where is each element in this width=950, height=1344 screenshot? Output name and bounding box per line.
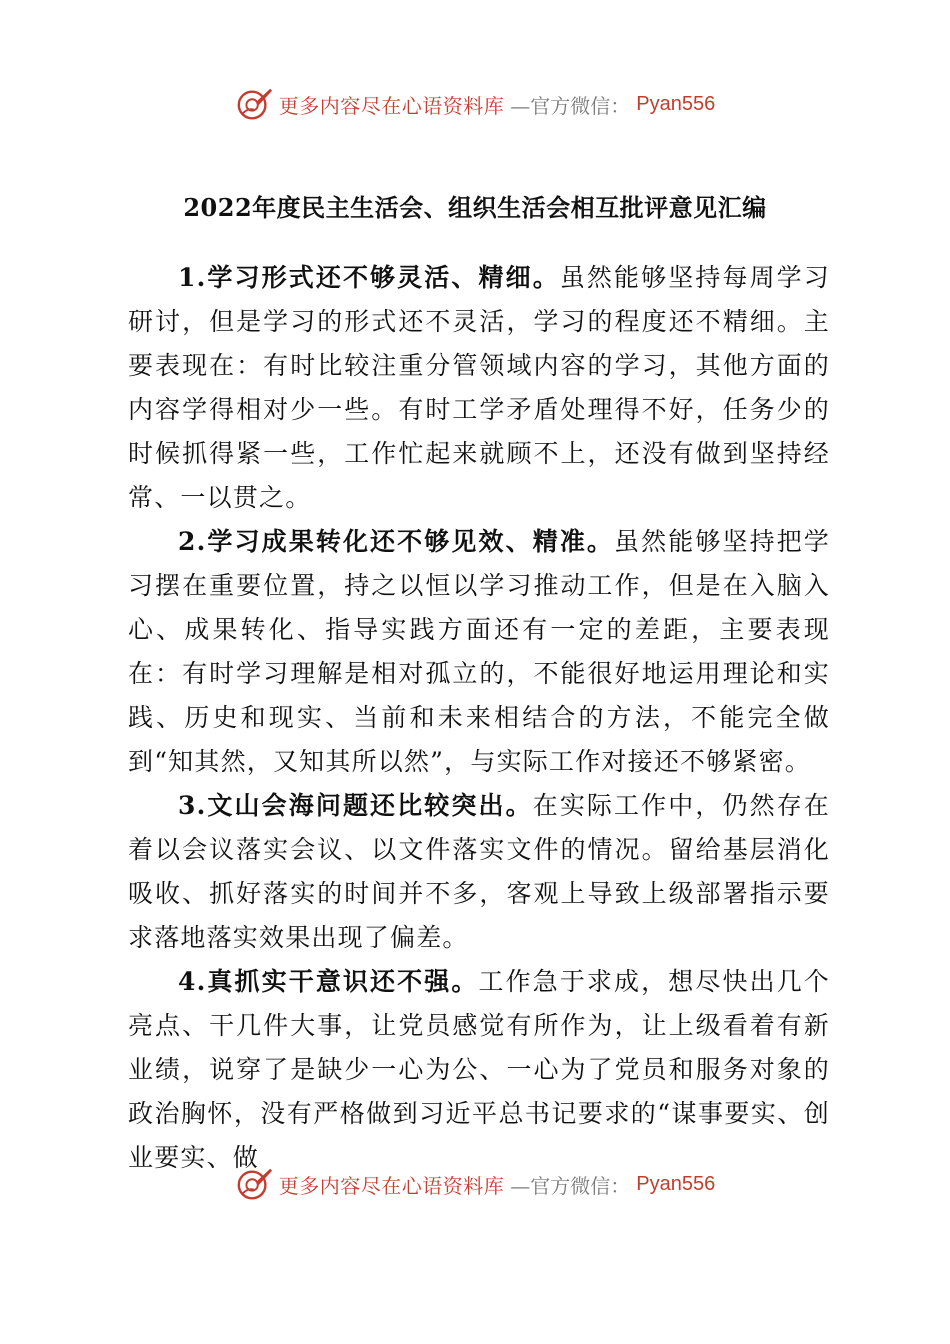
paragraph-2: [128, 520, 830, 784]
banner-text: 更多内容尽在心语资料库: [278, 1173, 505, 1198]
paragraph-heading: 3.文山会海问题还比较突出。: [178, 791, 533, 820]
paragraph-4: [128, 960, 830, 1180]
document-title: 2022年度民主生活会、组织生活会相互批评意见汇编: [183, 193, 767, 222]
footer-banner: [0, 1160, 950, 1208]
paragraph-3: [128, 784, 830, 960]
paragraph-text: 在实际工作中，仍然存在着以会议落实会议、以文件落实文件的情况。留给基层消化吸收、抓好落实的时间并不多，客观上导致上级部署指示要求落地落实效果出现了偏差。: [128, 791, 831, 952]
pen-logo-icon: [235, 85, 273, 123]
paragraph-heading: 1.学习形式还不够灵活、精细。: [178, 263, 560, 292]
paragraph-text: 工作急于求成，想尽快出几个亮点、干几件大事，让党员感觉有所作为，让上级看着有新业绩，说穿了是缺少一心为公、一心为了党员和服务对象的政治胸怀，没有严格做到习近平总书记要求的“谋事要实、创业要实、做: [128, 967, 831, 1172]
paragraph-heading: 4.真抓实干意识还不强。: [178, 967, 479, 996]
banner-wechat-id: Pyan556: [636, 92, 716, 115]
header-banner: [0, 80, 950, 128]
banner-text: 更多内容尽在心语资料库: [278, 93, 505, 118]
paragraph-text: 虽然能够坚持把学习摆在重要位置，持之以恒以学习推动工作，但是在入脑入心、成果转化、指导实践方面还有一定的差距，主要表现在：有时学习理解是相对孤立的，不能很好地运用理论和实践、历史和现实、当前和未来相结合的方法，不能完全做到“知其然，又知其所以然”，与实际工作对接还不够紧密。: [128, 527, 831, 776]
banner-separator: —官方微信：: [510, 1173, 631, 1198]
paragraph-1: [128, 256, 830, 520]
banner-wechat-id: Pyan556: [636, 1172, 716, 1195]
paragraph-text: 虽然能够坚持每周学习研讨，但是学习的形式还不灵活，学习的程度还不精细。主要表现在：有时比较注重分管领域内容的学习，其他方面的内容学得相对少一些。有时工学矛盾处理得不好，任务少的时候抓得紧一些，工作忙起来就顾不上，还没有做到坚持经常、一以贯之。: [128, 263, 830, 512]
document-body: [128, 256, 830, 1180]
banner-separator: —官方微信：: [510, 93, 631, 118]
pen-logo-icon: [235, 1165, 273, 1203]
paragraph-heading: 2.学习成果转化还不够见效、精准。: [178, 527, 615, 556]
